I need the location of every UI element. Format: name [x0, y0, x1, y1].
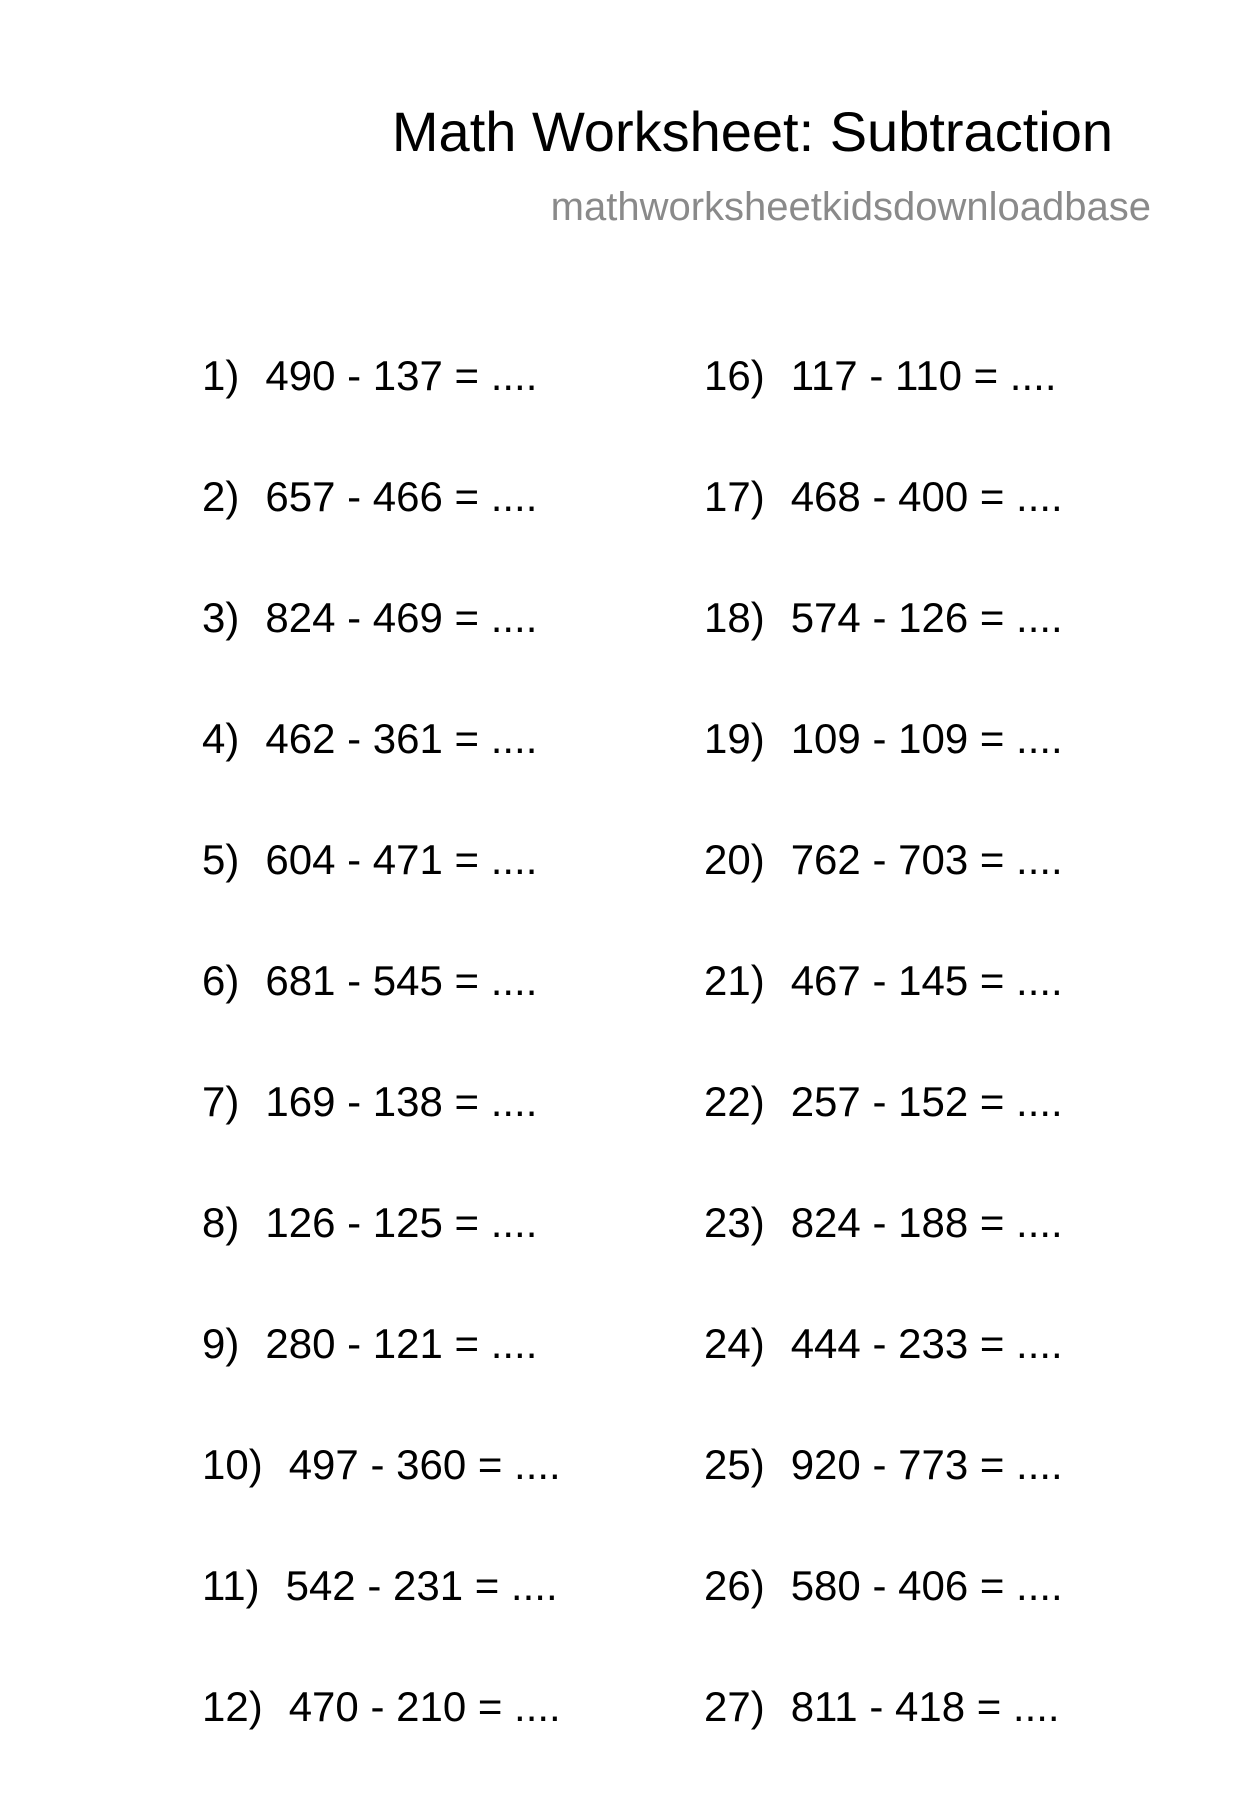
problem-number: 26): [704, 1562, 765, 1609]
problem-expression: 580 - 406 = ....: [790, 1562, 1063, 1609]
problem-item: [704, 836, 1063, 957]
problem-number: 8): [202, 1199, 240, 1246]
page-subtitle: mathworksheetkidsdownloadbase: [550, 185, 1151, 229]
problem-number: 19): [704, 715, 765, 762]
problem-expression: 762 - 703 = ....: [790, 836, 1063, 883]
problem-expression: 824 - 188 = ....: [790, 1199, 1063, 1246]
problem-number: 11): [202, 1562, 260, 1609]
problem-item: [202, 957, 561, 1078]
problem-expression: 657 - 466 = ....: [265, 473, 538, 520]
problem-expression: 490 - 137 = ....: [265, 352, 538, 399]
problem-column-left: [202, 352, 561, 1804]
problem-item: [704, 1683, 1063, 1804]
problem-expression: 824 - 469 = ....: [265, 594, 538, 641]
problem-number: 9): [202, 1320, 240, 1367]
problem-number: 18): [704, 594, 765, 641]
problem-item: [202, 473, 561, 594]
problem-item: [704, 1441, 1063, 1562]
problem-number: 7): [202, 1078, 240, 1125]
problem-expression: 811 - 418 = ....: [790, 1683, 1060, 1730]
problem-expression: 604 - 471 = ....: [265, 836, 538, 883]
problem-number: 23): [704, 1199, 765, 1246]
problem-expression: 468 - 400 = ....: [790, 473, 1063, 520]
problem-expression: 462 - 361 = ....: [265, 715, 538, 762]
problem-item: [202, 1562, 561, 1683]
problem-number: 17): [704, 473, 765, 520]
problem-expression: 109 - 109 = ....: [790, 715, 1063, 762]
problem-item: [704, 1320, 1063, 1441]
problem-expression: 126 - 125 = ....: [265, 1199, 538, 1246]
problem-number: 20): [704, 836, 765, 883]
problem-expression: 444 - 233 = ....: [790, 1320, 1063, 1367]
problem-item: [202, 1683, 561, 1804]
problem-item: [704, 715, 1063, 836]
problem-item: [202, 715, 561, 836]
problem-number: 5): [202, 836, 240, 883]
problem-expression: 497 - 360 = ....: [288, 1441, 561, 1488]
problem-expression: 117 - 110 = ....: [790, 352, 1057, 399]
problem-number: 10): [202, 1441, 263, 1488]
problem-item: [704, 1562, 1063, 1683]
problem-item: [704, 473, 1063, 594]
problem-number: 6): [202, 957, 240, 1004]
problem-item: [202, 1199, 561, 1320]
problem-number: 4): [202, 715, 240, 762]
problem-item: [704, 1078, 1063, 1199]
problem-item: [202, 1441, 561, 1562]
problem-item: [704, 352, 1063, 473]
problem-number: 24): [704, 1320, 765, 1367]
problem-number: 25): [704, 1441, 765, 1488]
problem-expression: 681 - 545 = ....: [265, 957, 538, 1004]
problem-expression: 470 - 210 = ....: [288, 1683, 561, 1730]
problem-number: 22): [704, 1078, 765, 1125]
problem-item: [202, 1078, 561, 1199]
problem-expression: 542 - 231 = ....: [285, 1562, 558, 1609]
problem-expression: 467 - 145 = ....: [790, 957, 1063, 1004]
problem-number: 2): [202, 473, 240, 520]
problem-number: 21): [704, 957, 765, 1004]
problem-number: 12): [202, 1683, 263, 1730]
problem-expression: 574 - 126 = ....: [790, 594, 1063, 641]
problem-item: [202, 594, 561, 715]
problem-item: [704, 957, 1063, 1078]
problem-number: 3): [202, 594, 240, 641]
problem-number: 27): [704, 1683, 765, 1730]
problem-item: [202, 1320, 561, 1441]
page-title: Math Worksheet: Subtraction: [391, 100, 1113, 163]
problem-expression: 257 - 152 = ....: [790, 1078, 1063, 1125]
problem-column-right: [704, 352, 1063, 1804]
problem-item: [202, 836, 561, 957]
problem-number: 16): [704, 352, 765, 399]
problem-item: [704, 594, 1063, 715]
problem-expression: 169 - 138 = ....: [265, 1078, 538, 1125]
problem-item: [202, 352, 561, 473]
problem-item: [704, 1199, 1063, 1320]
problem-expression: 280 - 121 = ....: [265, 1320, 538, 1367]
problem-number: 1): [202, 352, 240, 399]
problem-expression: 920 - 773 = ....: [790, 1441, 1063, 1488]
